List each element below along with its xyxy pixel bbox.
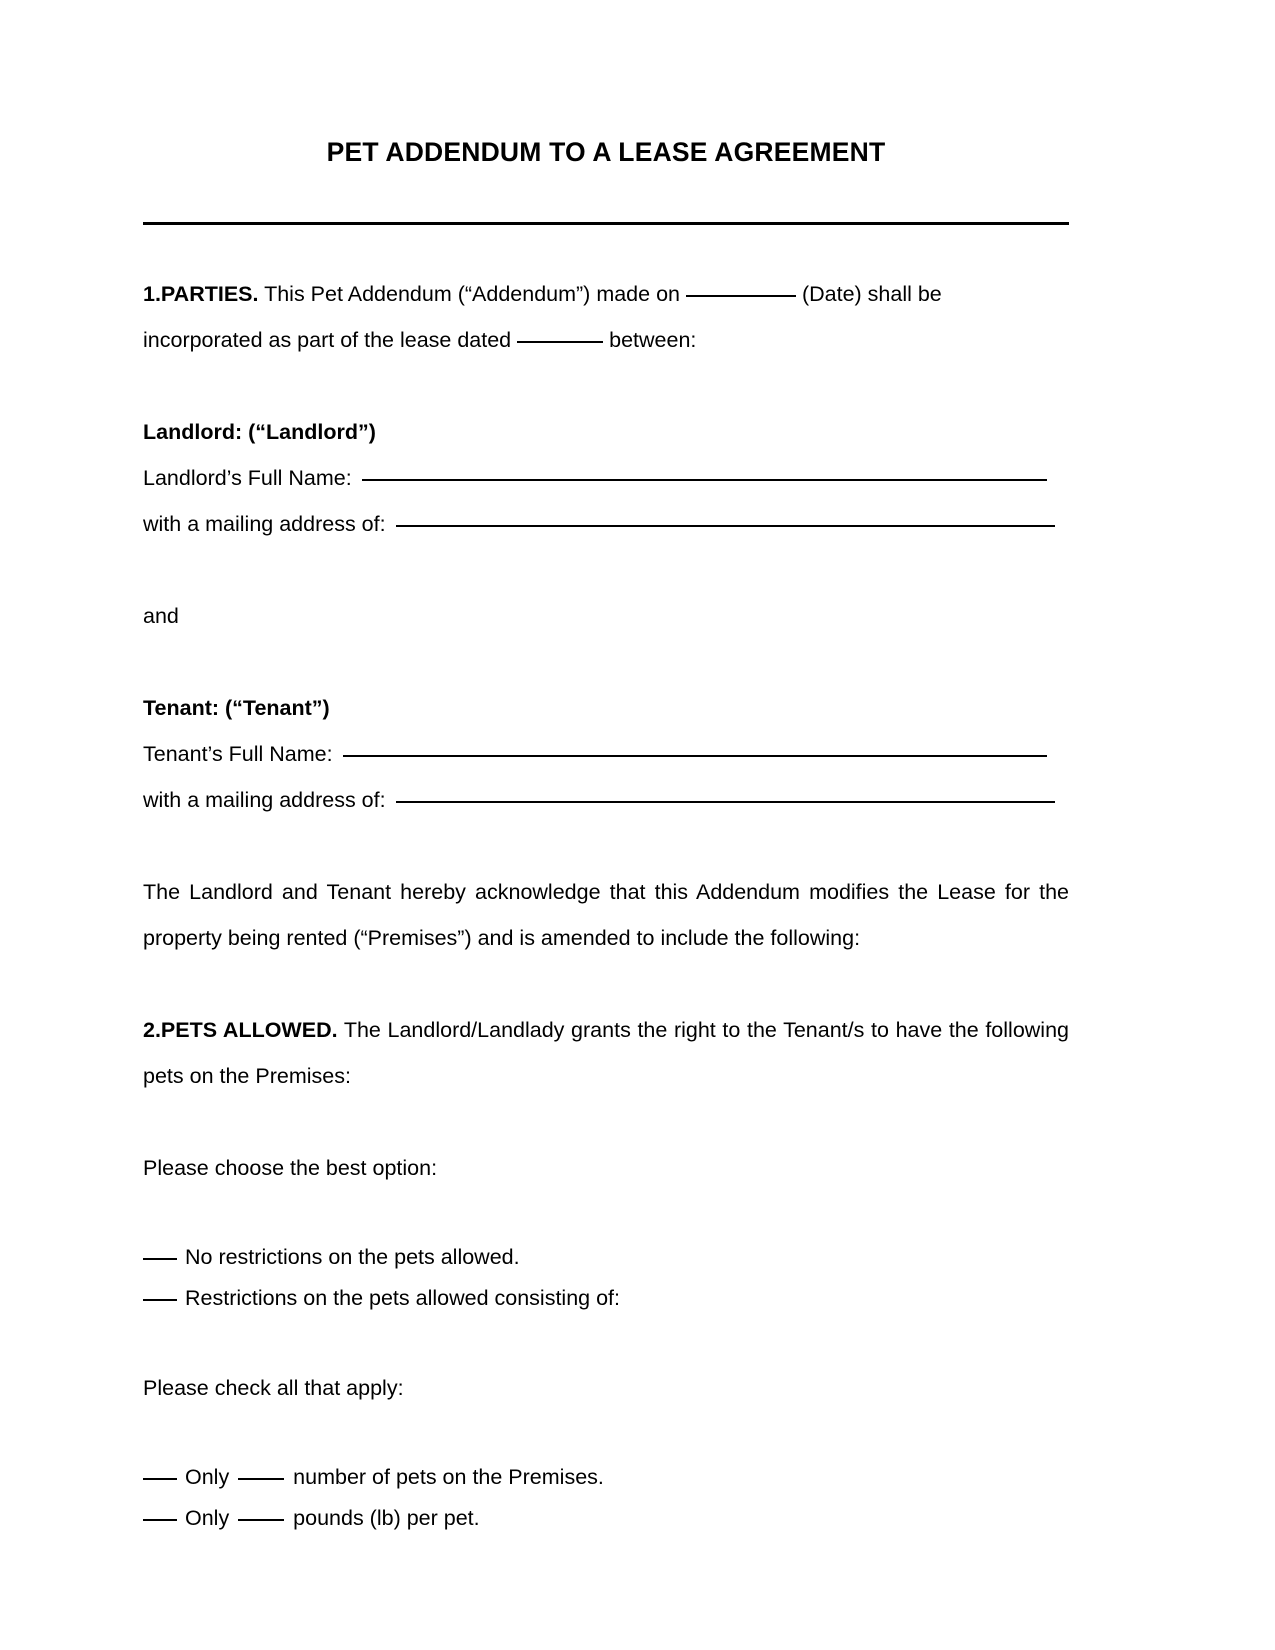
landlord-heading: Landlord: (“Landlord”) [143, 419, 376, 444]
acknowledgement-paragraph: The Landlord and Tenant hereby acknowledge that this Addendum modifies the Lease for the property being rented (“Premises”) and is amended to include the following: [143, 879, 1069, 950]
tenant-name-row [143, 731, 1069, 777]
pets-allowed-heading: 2.PETS ALLOWED. [143, 1017, 338, 1042]
landlord-name-label: Landlord’s Full Name: [143, 465, 352, 490]
checkbox-blank[interactable] [143, 1478, 177, 1480]
tenant-address-label: with a mailing address of: [143, 787, 386, 812]
pet-count-blank-field[interactable] [238, 1478, 284, 1480]
check-option-prefix: Only [184, 1464, 230, 1489]
check-option-suffix: pounds (lb) per pet. [293, 1505, 480, 1530]
parties-line1-before: This Pet Addendum (“Addendum”) made on [264, 281, 680, 306]
spacer [143, 961, 1069, 1007]
check-option-suffix: number of pets on the Premises. [293, 1464, 604, 1489]
checkbox-blank[interactable] [143, 1519, 177, 1521]
check-all-that-apply-prompt: Please check all that apply: [143, 1375, 404, 1400]
checkbox-blank[interactable] [143, 1299, 177, 1301]
spacer [143, 1319, 1069, 1365]
choice-option-no-restrictions[interactable] [143, 1237, 1069, 1278]
pets-allowed-paragraph [143, 1007, 1069, 1099]
landlord-address-input[interactable] [396, 525, 1055, 527]
spacer [143, 1411, 1069, 1457]
parties-paragraph [143, 271, 1069, 317]
choice-option-label: No restrictions on the pets allowed. [184, 1244, 520, 1269]
choose-best-option-prompt: Please choose the best option: [143, 1155, 438, 1180]
landlord-address-row [143, 501, 1069, 547]
pets-allowed-body: The Landlord/Landlady grants the right to the Tenant/s to have the following pets on the Premises: [143, 1017, 1069, 1088]
tenant-address-input[interactable] [396, 801, 1055, 803]
tenant-name-input[interactable] [343, 755, 1047, 757]
parties-paragraph-line2 [143, 317, 1069, 363]
spacer [143, 1099, 1069, 1145]
landlord-name-row [143, 455, 1069, 501]
check-option-pet-count[interactable] [143, 1457, 1069, 1498]
tenant-name-label: Tenant’s Full Name: [143, 741, 333, 766]
parties-line2-after: between: [609, 327, 697, 352]
tenant-address-row [143, 777, 1069, 823]
spacer [143, 1191, 1069, 1237]
parties-line1-after: (Date) shall be [801, 281, 942, 306]
landlord-name-input[interactable] [362, 479, 1047, 481]
parties-heading: 1.PARTIES. [143, 281, 259, 306]
page-title: PET ADDENDUM TO A LEASE AGREEMENT [326, 137, 886, 167]
check-option-prefix: Only [184, 1505, 230, 1530]
checkbox-blank[interactable] [143, 1258, 177, 1260]
pet-weight-blank-field[interactable] [238, 1519, 284, 1521]
parties-line2-before: incorporated as part of the lease dated [143, 327, 512, 352]
conjunction-and: and [143, 603, 179, 628]
spacer [143, 225, 1069, 271]
tenant-heading: Tenant: (“Tenant”) [143, 695, 330, 720]
check-option-pet-weight[interactable] [143, 1498, 1069, 1539]
lease-date-blank-field[interactable] [517, 341, 603, 343]
spacer [143, 639, 1069, 685]
spacer [143, 363, 1069, 409]
document-content [143, 0, 1069, 1539]
choice-option-label: Restrictions on the pets allowed consisting of: [184, 1285, 620, 1310]
date-blank-field[interactable] [686, 295, 796, 297]
landlord-address-label: with a mailing address of: [143, 511, 386, 536]
spacer [143, 547, 1069, 593]
choice-option-restrictions[interactable] [143, 1278, 1069, 1319]
spacer [143, 823, 1069, 869]
